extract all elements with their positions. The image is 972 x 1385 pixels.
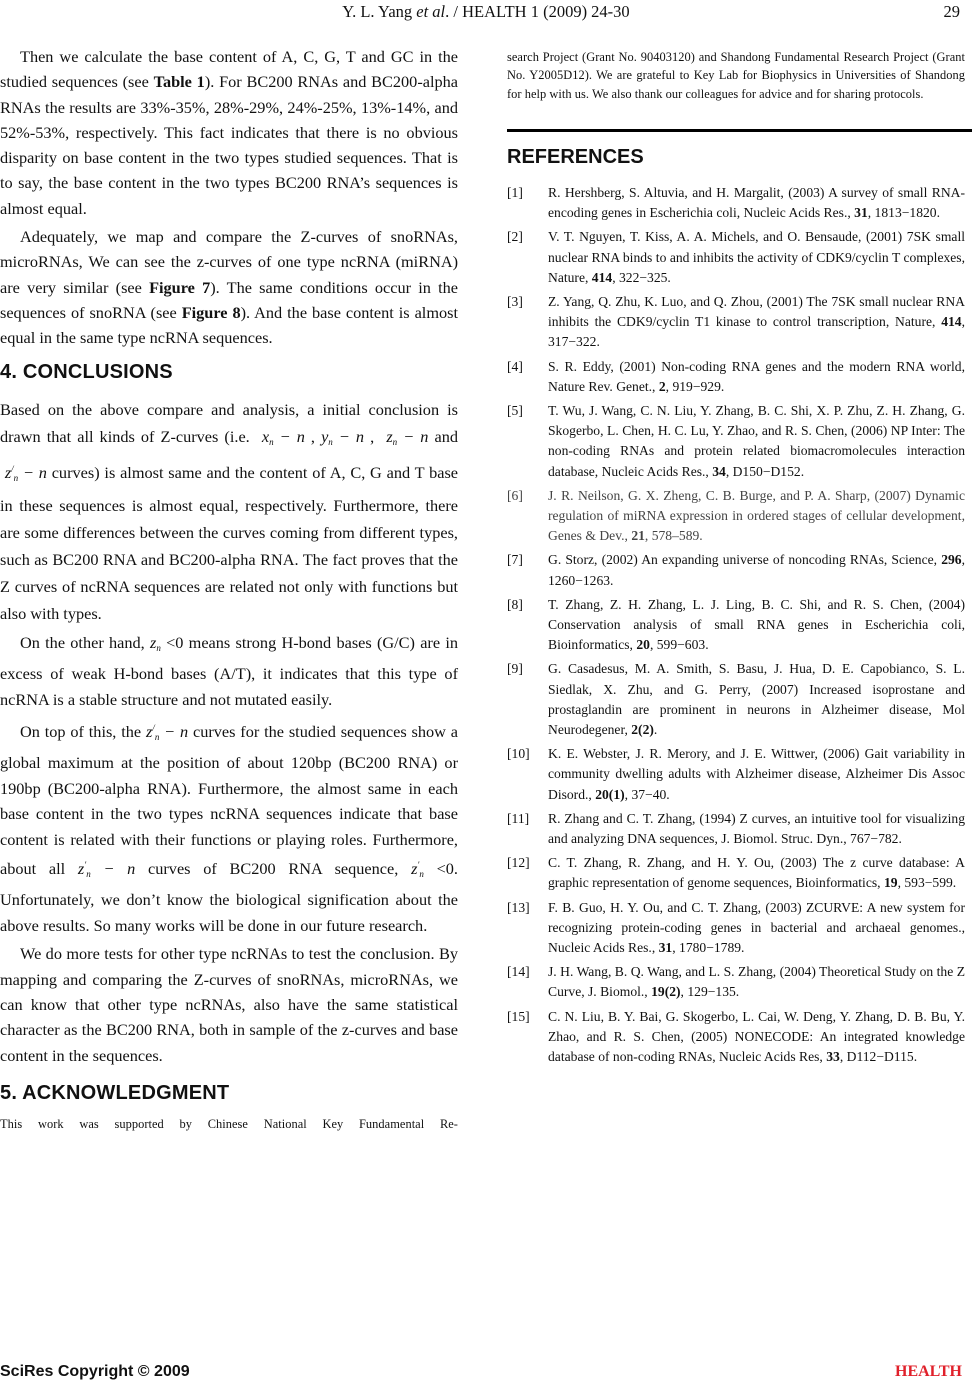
reference-text-part: , D112−D115. xyxy=(839,1049,918,1065)
reference-text-part: , 919−929. xyxy=(665,378,725,394)
section-divider xyxy=(507,129,972,132)
reference-item xyxy=(507,898,965,959)
reference-number: [8] xyxy=(507,596,523,612)
math-yn-n: $y_n - n$ xyxy=(321,426,365,447)
reference-text xyxy=(548,962,965,1002)
reference-text xyxy=(548,853,965,893)
reference-volume: 33 xyxy=(826,1049,840,1065)
header-journal: . / HEALTH 1 (2009) 24-30 xyxy=(445,2,630,21)
reference-number: [15] xyxy=(507,1008,530,1024)
paragraph-more-tests: We do more tests for other type ncRNAs to test the conclusion. By mapping and comparing the Z-curves of snoRNAs, microRNAs, we can know that other type ncRNAs, also have the same statistical character as the BC200 RNA, both in sample of the z-curves and base content in the sequences. xyxy=(0,944,458,1065)
math-zn: $z_n$ xyxy=(149,632,161,653)
reference-text-part: , 599−603. xyxy=(649,637,709,653)
reference-text-part: , 1260−1263. xyxy=(548,552,965,588)
section-heading-conclusions: 4. CONCLUSIONS xyxy=(0,360,173,383)
reference-text xyxy=(548,183,965,223)
reference-volume: 19(2) xyxy=(651,984,681,1000)
paragraph-base-content xyxy=(0,44,458,221)
reference-volume: 34 xyxy=(712,463,726,479)
page-number: 29 xyxy=(943,2,960,21)
reference-text xyxy=(548,809,965,849)
reference-volume: 21 xyxy=(631,528,645,544)
reference-text-part: , 1780−1789. xyxy=(672,940,745,955)
header-author: Y. L. Yang xyxy=(342,2,417,21)
reference-text-part: , 322−325. xyxy=(612,269,671,285)
reference-item xyxy=(507,659,965,740)
reference-text-part: G. Casadesus, M. A. Smith, S. Basu, J. Hua, D. E. Capobianco, S. L. Siedlak, X. Zhu, and G. Perry, (2007) Increased isoprostane and prostaglandin are prominent in neurons in Alzheimer disease, Mol Neurodegener, xyxy=(548,661,965,737)
right-column xyxy=(507,48,965,1071)
reference-text-part: F. B. Guo, H. Y. Ou, and C. T. Zhang, (2003) ZCURVE: A new system for recognizing protein-coding genes in bacterial and archaeal genomes., Nucleic Acids Res., xyxy=(548,899,965,955)
reference-text-part: , 129−135. xyxy=(680,984,740,1000)
reference-volume: 31 xyxy=(658,940,673,955)
reference-text xyxy=(548,659,965,740)
text: <0. Unfortunately, we don’t know the biological signification about the above results. So many works will be done in our future research. xyxy=(0,858,458,935)
reference-number: [14] xyxy=(507,964,530,980)
reference-text-part: C. T. Zhang, R. Zhang, and H. Y. Ou, (2003) The z curve database: A graphic representation of genome sequences, Bioinformatics, xyxy=(548,855,965,891)
footer-journal-name: HEALTH xyxy=(895,1363,962,1380)
reference-item xyxy=(507,853,965,893)
math-zprime-n: $z^/_n - n$ xyxy=(4,462,47,483)
math-zprime-n: $z'_n - n$ xyxy=(77,858,136,879)
reference-text-part: K. E. Webster, J. R. Merory, and J. E. Wittwer, (2006) Gait variability in community dwelling adults with Alzheimer disease, Alzheimer Dis Assoc Disord., xyxy=(548,746,965,802)
reference-text-part: . xyxy=(653,721,658,737)
text: curves for the studied sequences show a global maximum at the position of about 120bp (BC200 RNA) or 190bp (BC200-alpha RNA). Furthermore, the almost same in each base content in the two types ncRNA sequences indicate that base content is related with their functions or playing roles. Furthermore, about all xyxy=(0,721,458,878)
section-heading-references: REFERENCES xyxy=(507,145,644,168)
reference-list xyxy=(507,183,965,1067)
reference-item xyxy=(507,357,965,397)
text: ). The same conditions occur in the sequences of snoRNA (see xyxy=(0,277,458,322)
reference-text-part: T. Zhang, Z. H. Zhang, L. J. Ling, B. C. Shi, and R. S. Chen, (2004) Conservation analysis of small RNA genes in Escherichia coli, Bioinformatics, xyxy=(548,596,965,653)
math-zprime-n: $z^/_n - n$ xyxy=(145,721,189,742)
reference-text xyxy=(548,401,965,482)
figure-ref[interactable]: Figure 7 xyxy=(149,277,211,297)
reference-item xyxy=(507,227,965,288)
reference-number: [10] xyxy=(507,746,530,762)
text: Then we calculate the base content of A, C, G, T and GC in the studied sequences (see xyxy=(0,47,458,92)
reference-text-part: Z. Yang, Q. Zhu, K. Luo, and Q. Zhou, (2001) The 7SK small nuclear RNA inhibits the CDK9/cyclin T1 kinase to control transcription, Nature, xyxy=(548,293,965,330)
math-zn-n: $z_n - n$ xyxy=(386,426,429,447)
text: , xyxy=(364,426,381,446)
text: On top of this, the xyxy=(20,721,146,741)
reference-text xyxy=(548,227,965,288)
reference-text-part: , 37−40. xyxy=(624,786,670,802)
paragraph-on-top xyxy=(0,716,458,939)
reference-text-part: V. T. Nguyen, T. Kiss, A. A. Michels, and O. Bensaude, (2001) 7SK small nuclear RNA binds to and inhibits the activity of CDK9/cyclin T complexes, Nature, xyxy=(548,229,965,285)
reference-item xyxy=(507,744,965,805)
paragraph-z-curves xyxy=(0,224,458,350)
text: On the other hand, xyxy=(20,632,150,652)
reference-item xyxy=(507,486,965,547)
running-title xyxy=(0,2,972,22)
reference-volume: 2 xyxy=(658,378,666,394)
reference-text xyxy=(548,357,965,397)
text: ). For BC200 RNAs and BC200-alpha RNAs the results are 33%-35%, 28%-29%, 24%-25%, 13%-14%, and 52%-53%, respectively. This fact indicates that there is no obvious disparity on base content in the two types studied sequences. That is to say, the base content in the two types BC200 RNA’s sequences is almost equal. xyxy=(0,72,458,218)
reference-text-part: C. N. Liu, B. Y. Bai, G. Skogerbo, L. Cai, W. Deng, Y. Zhang, D. B. Bu, Y. Zhao, and R. S. Chen, (2005) NONECODE: An integrated knowledge database of non-coding RNAs, Nucleic Acids Res, xyxy=(548,1008,965,1065)
reference-text xyxy=(548,1007,965,1068)
reference-text-part: R. Hershberg, S. Altuvia, and H. Margalit, (2003) A survey of small RNA-encoding genes in Escherichia coli, Nucleic Acids Res., xyxy=(548,184,965,221)
reference-volume: 20(1) xyxy=(595,786,625,802)
reference-text xyxy=(548,595,965,656)
reference-text xyxy=(548,744,965,805)
table-ref[interactable]: Table 1 xyxy=(153,72,205,92)
reference-text-part: , 1813−1820. xyxy=(867,205,940,221)
reference-item xyxy=(507,401,965,482)
reference-number: [7] xyxy=(507,552,523,568)
left-column xyxy=(0,44,458,1133)
reference-volume: 414 xyxy=(591,269,613,285)
running-header xyxy=(0,2,972,24)
reference-text-part: , D150−D152. xyxy=(725,463,805,479)
figure-ref[interactable]: Figure 8 xyxy=(181,302,241,322)
text: <0 means strong H-bond bases (G/C) are in excess of weak H-bond bases (A/T), it indicates that this type of ncRNA is a stable structure and not mutated easily. xyxy=(0,632,458,709)
reference-item xyxy=(507,1007,965,1068)
reference-item xyxy=(507,183,965,223)
reference-text xyxy=(548,292,965,353)
reference-number: [2] xyxy=(507,229,523,245)
reference-text-part: , 317−322. xyxy=(548,314,965,350)
text: , xyxy=(304,426,322,446)
reference-item xyxy=(507,292,965,353)
reference-number: [6] xyxy=(507,487,523,503)
reference-text-part: J. H. Wang, B. Q. Wang, and L. S. Zhang, (2004) Theoretical Study on the Z Curve, J. Biomol., xyxy=(548,964,965,1000)
reference-item xyxy=(507,962,965,1002)
reference-text xyxy=(548,898,965,959)
reference-number: [1] xyxy=(507,184,523,200)
reference-number: [5] xyxy=(507,402,523,418)
reference-item xyxy=(507,595,965,656)
reference-text-part: S. R. Eddy, (2001) Non-coding RNA genes and the modern RNA world, Nature Rev. Genet., xyxy=(548,358,965,394)
text: curves) is almost same and the content of A, C, G and T base in these sequences is almost equal, respectively. Furthermore, there are some differences between the curves coming from different types, such as BC200 RNA and BC200-alpha RNA. The fact proves that the Z curves of ncRNA sequences are related not only with functions but also with types. xyxy=(0,462,459,623)
reference-volume: 2(2) xyxy=(631,721,654,737)
reference-volume: 414 xyxy=(941,314,962,330)
reference-text-part: , 578–589. xyxy=(644,528,703,544)
reference-volume: 31 xyxy=(854,205,868,221)
reference-number: [13] xyxy=(507,899,530,915)
header-etal: et al xyxy=(416,2,446,21)
acknowledgment-text-continued: search Project (Grant No. 90403120) and Shandong Fundamental Research Project (Grant No. Y2005D12). We are grateful to Key Lab for Biophysics in Universities of Shandong for help with us. We also thank our colleagues for advice and for sharing protocols. xyxy=(507,50,965,101)
math-zprime: $z'_n$ xyxy=(411,858,424,879)
reference-item xyxy=(507,809,965,849)
reference-number: [9] xyxy=(507,661,523,677)
text: ). And the base content is almost equal in the same type ncRNA sequences. xyxy=(0,302,458,348)
text: Based on the above compare and analysis, a initial conclusion is drawn that all kinds of Z-curves (i.e. xyxy=(0,399,458,446)
reference-volume: 296 xyxy=(941,552,962,568)
paragraph-conclusion xyxy=(0,396,458,627)
acknowledgment-text-start: This work was supported by Chinese National Key Fundamental Re- xyxy=(0,1116,458,1131)
reference-text-part: J. R. Neilson, G. X. Zheng, C. B. Burge, and P. A. Sharp, (2007) Dynamic regulation of miRNA expression in ordered stages of cellular development, Genes & Dev., xyxy=(548,487,965,544)
reference-number: [12] xyxy=(507,855,530,871)
reference-text-part: T. Wu, J. Wang, C. N. Liu, Y. Zhang, B. C. Shi, X. P. Zhu, Z. H. Zhang, G. Skogerbo, L. Chen, H. C. Lu, Y. Zhao, and R. S. Chen, (2006) NP Inter: The non-coding RNAs and protein related biomacromolecules interaction database, Nucleic Acids Res., xyxy=(548,402,965,479)
reference-text-part: R. Zhang and C. T. Zhang, (1994) Z curves, an intuitive tool for visualizing and analyzing DNA sequences, J. Biomol. Struc. Dyn., 767−782. xyxy=(548,810,965,846)
text: Adequately, we map and compare the Z-curves of snoRNAs, microRNAs, We can see the z-curves of one type ncRNA (miRNA) are very similar (see xyxy=(0,227,458,297)
reference-volume: 19 xyxy=(883,875,898,891)
text: and xyxy=(428,426,458,446)
reference-text xyxy=(548,486,965,547)
reference-number: [3] xyxy=(507,293,523,309)
reference-text xyxy=(548,550,965,590)
reference-text-part: G. Storz, (2002) An expanding universe of noncoding RNAs, Science, xyxy=(548,552,942,568)
footer-copyright: SciRes Copyright © 2009 xyxy=(0,1363,190,1380)
reference-volume: 20 xyxy=(636,637,650,653)
text: curves of BC200 RNA sequence, xyxy=(135,858,412,878)
paragraph-other-hand xyxy=(0,630,458,713)
math-xn-n: $x_n - n$ xyxy=(261,426,305,447)
reference-number: [4] xyxy=(507,358,523,374)
reference-number: [11] xyxy=(507,810,530,826)
reference-item xyxy=(507,550,965,590)
reference-text-part: , 593−599. xyxy=(897,875,957,891)
section-heading-acknowledgment: 5. ACKNOWLEDGMENT xyxy=(0,1081,230,1104)
